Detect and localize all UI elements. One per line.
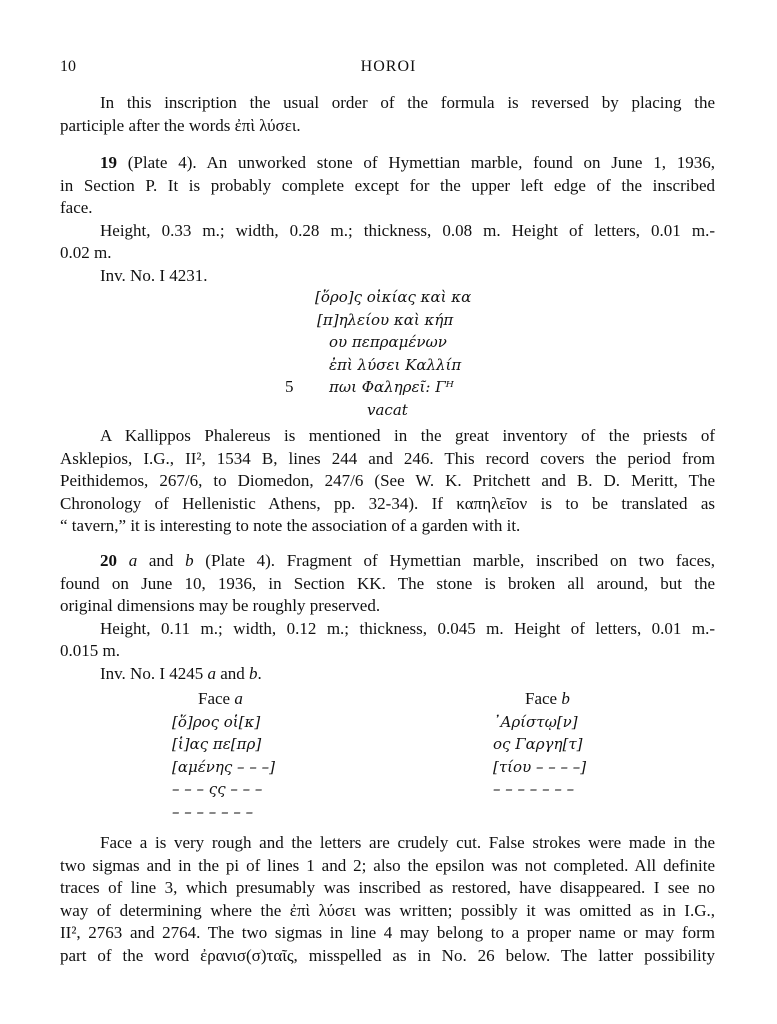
intro-line: In this inscription the usual order of the formula is reversed by placing the [100, 93, 715, 112]
entry-19-line: in Section P. It is probably complete except for the upper left edge of the inscribed [60, 175, 715, 195]
inscription-19 [285, 286, 472, 421]
entry-20-line: original dimensions may be roughly preserved. [60, 596, 381, 615]
inscription-line: ἐπὶ λύσει Καλλίπ [329, 355, 462, 374]
line-number: 5 [285, 377, 294, 396]
inscription-line: [ὅρο]ς οἰκίας καὶ κα [315, 288, 472, 306]
commentary-line: traces of line 3, which presumably was inscribed as restored, have disappeared. I see no [60, 878, 715, 897]
face-a-line: [αμένης – – –] [172, 757, 275, 776]
dimensions-line: 0.02 m. [60, 243, 112, 262]
commentary-line: Asklepios, I.G., II², 1534 B, lines 244 and 246. This record covers the period from [60, 448, 715, 468]
face-b-column [493, 688, 586, 801]
commentary-line: A Kallippos Phalereus is mentioned in the great inventory of the priests of [100, 426, 715, 445]
running-title: HOROI [360, 58, 417, 75]
inventory-number: Inv. No. I 4245 a and b. [100, 663, 262, 683]
commentary-line: II², 2763 and 2764. The two sigmas in line 4 may belong to a proper name or may form [60, 923, 715, 942]
entry-number: 20 [100, 551, 117, 570]
entry-20 [60, 550, 715, 685]
running-header [60, 56, 717, 80]
face-a-heading: Face a [198, 689, 243, 708]
commentary-line: way of determining where the ἐπὶ λύσει was written; possibly it was omitted as in I.G., [60, 900, 715, 920]
commentary-19 [60, 425, 715, 538]
inscription-line: [π]ηλείου καὶ κήπ [317, 310, 454, 329]
face-b-line: [τίου – – – –] [493, 757, 587, 776]
face-a-line: [ἱ]ας πε[πρ] [172, 735, 262, 753]
dimensions-line: 0.015 m. [60, 641, 120, 660]
commentary-line: “ tavern,” it is interesting to note the association of a garden with it. [60, 516, 521, 535]
commentary-20 [60, 832, 715, 967]
face-a-line: – – – – – – – [172, 802, 254, 821]
inscription-vacat: vacat [367, 400, 408, 419]
commentary-line: two sigmas and in the pi of lines 1 and 2; also the epsilon was not completed. All definite [60, 855, 715, 875]
entry-19-line: face. [60, 198, 93, 217]
face-b-line: ος Γαργη[τ] [493, 735, 583, 753]
commentary-line: Chronology of Hellenistic Athens, pp. 32-34). If καπηλεῖον is to be translated as [60, 493, 715, 513]
inventory-number: Inv. No. I 4231. [100, 265, 208, 285]
inscription-line: 5 πωι Φαληρεῖ: Γᴴ [315, 376, 471, 399]
face-b-heading: Face b [525, 689, 570, 708]
commentary-line: Face a is very rough and the letters are crudely cut. False strokes were made in the [100, 833, 715, 852]
face-b-line: – – – – – – – [493, 780, 575, 798]
entry-19-line: 19 (Plate 4). An unworked stone of Hymettian marble, found on June 1, 1936, [100, 153, 715, 172]
entry-20-line: 20 a and b (Plate 4). Fragment of Hymettian marble, inscribed on two faces, [100, 551, 715, 570]
entry-number: 19 [100, 153, 117, 172]
intro-paragraph [60, 92, 715, 137]
commentary-line: part of the word ἐρανισ(σ)ταῖς, misspelled as in No. 26 below. The latter possibility [60, 945, 715, 965]
entry-20-line: found on June 10, 1936, in Section KK. The stone is broken all around, but the [60, 573, 715, 593]
dimensions-line: Height, 0.11 m.; width, 0.12 m.; thickness, 0.045 m. Height of letters, 0.01 m.- [100, 618, 715, 638]
face-a-line: [ὅ]ρος οἱ[κ] [172, 712, 261, 731]
face-a-column [172, 688, 275, 823]
commentary-line: Peithidemos, 267/6, to Diomedon, 247/6 (See W. K. Pritchett and B. D. Meritt, The [60, 471, 715, 490]
intro-line: participle after the words ἐπὶ λύσει. [60, 115, 301, 135]
inscription-line: ου πεπραμένων [329, 333, 447, 351]
face-b-line: ᾿Αρίστῳ[ν] [493, 712, 578, 731]
entry-19 [60, 152, 715, 287]
face-a-line: – – – ςς – – – [172, 780, 263, 798]
page-number: 10 [60, 58, 76, 75]
dimensions-line: Height, 0.33 m.; width, 0.28 m.; thickness, 0.08 m. Height of letters, 0.01 m.- [100, 220, 715, 240]
